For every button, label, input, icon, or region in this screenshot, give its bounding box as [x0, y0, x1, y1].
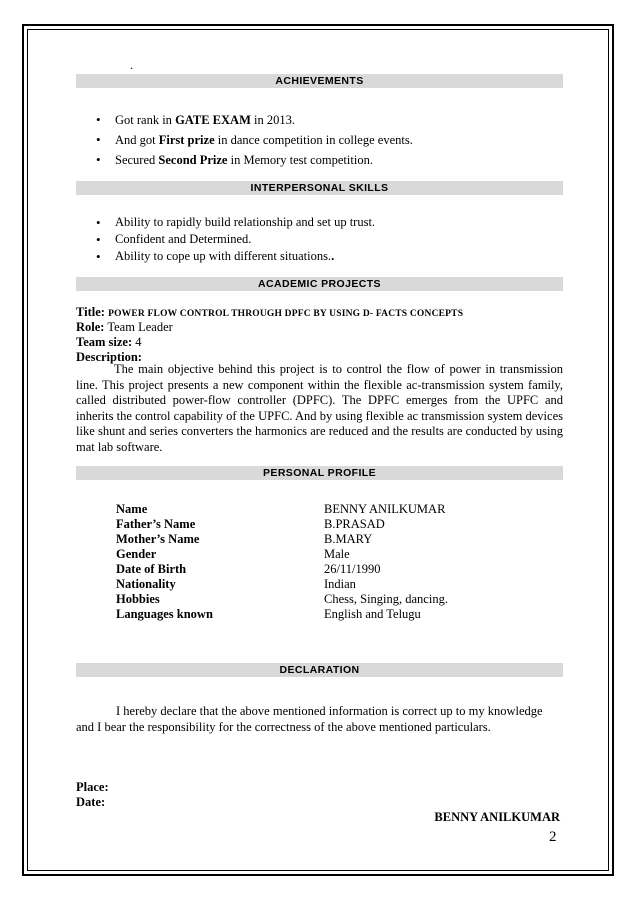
profile-value: English and Telugu [324, 607, 421, 621]
personal-heading: PERSONAL PROFILE [76, 466, 563, 480]
interpersonal-list [96, 214, 375, 265]
achievements-heading: ACHIEVEMENTS [76, 74, 563, 88]
list-item: • And got First prize in dance competition in college events. [96, 130, 413, 150]
profile-label: Gender [116, 547, 157, 561]
profile-value: BENNY ANILKUMAR [324, 502, 446, 516]
signature-name: BENNY ANILKUMAR [434, 810, 560, 824]
profile-label: Nationality [116, 577, 176, 591]
declaration-heading: DECLARATION [76, 663, 563, 677]
profile-label: Name [116, 502, 148, 516]
profile-value: Chess, Singing, dancing. [324, 592, 448, 606]
profile-label: Mother’s Name [116, 532, 200, 546]
list-item: • Ability to rapidly build relationship and set up trust. [96, 214, 375, 231]
list-item: • Secured Second Prize in Memory test competition. [96, 150, 413, 170]
profile-value: 26/11/1990 [324, 562, 381, 576]
page-number: 2 [549, 829, 557, 845]
project-description-label: Description: [76, 350, 142, 364]
date-label: Date: [76, 795, 106, 809]
stray-mark: . [130, 58, 133, 72]
list-item: • Got rank in GATE EXAM in 2013. [96, 110, 413, 130]
list-item: • Ability to cope up with different situations.. [96, 248, 375, 265]
project-title: Title: POWER FLOW CONTROL THROUGH DPFC BY USING D- FACTS CONCEPTS [76, 305, 464, 319]
project-team-size: Team size: 4 [76, 335, 142, 349]
profile-value: B.MARY [324, 532, 373, 546]
profile-label: Father’s Name [116, 517, 196, 531]
declaration-text: I hereby declare that the above mentioned information is correct up to my knowledge and I bear the responsibility for the correctness of the above mentioned particulars. [76, 704, 543, 734]
list-item: • Confident and Determined. [96, 231, 375, 248]
place-label: Place: [76, 780, 109, 794]
profile-label: Hobbies [116, 592, 160, 606]
profile-label: Languages known [116, 607, 213, 621]
interpersonal-heading: INTERPERSONAL SKILLS [76, 181, 563, 195]
project-role: Role: Team Leader [76, 320, 173, 334]
profile-value: Male [324, 547, 350, 561]
achievements-list [96, 110, 413, 170]
project-description: The main objective behind this project is to control the flow of power in transmission line. This project presents a new component within the flexible ac-transmission system family, called distributed power-flow controller (DPFC). The DPFC emerges from the UPFC and inherits the control capability of the UPFC. And by using flexible ac transmission system devices like shunt and series converters the harmonics are reduced and the results are conducted by using mat lab software. [76, 362, 563, 454]
profile-label: Date of Birth [116, 562, 187, 576]
profile-value: B.PRASAD [324, 517, 385, 531]
academic-heading: ACADEMIC PROJECTS [76, 277, 563, 291]
profile-value: Indian [324, 577, 356, 591]
